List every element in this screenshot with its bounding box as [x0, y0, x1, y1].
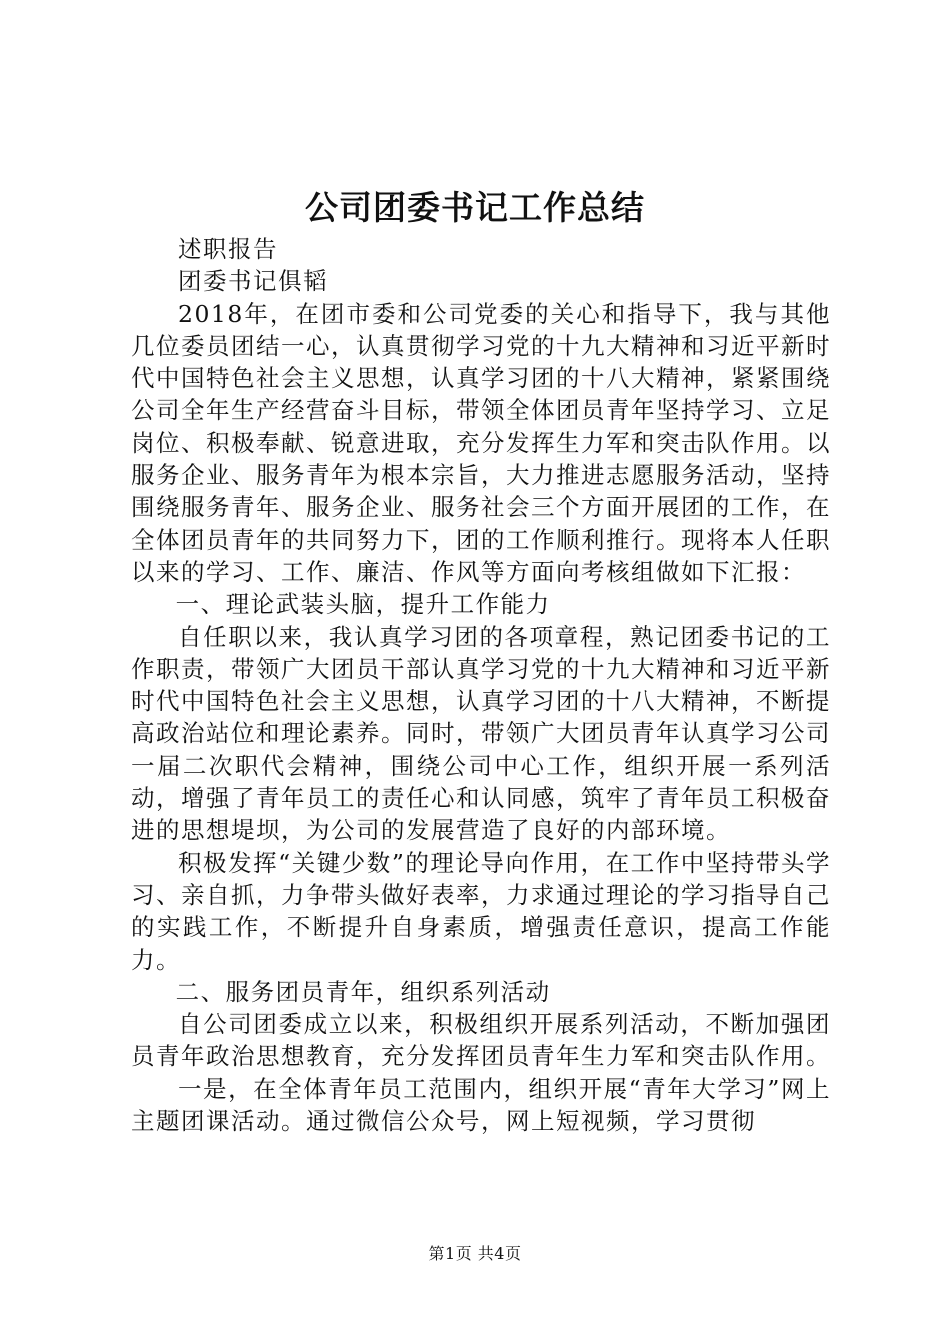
page-number-footer: 第1页 共4页 — [428, 1244, 522, 1263]
paragraph-section-2-b: 一是，在全体青年员工范围内，组织开展“青年大学习”网上主题团课活动。通过微信公众号，网上短视频，学习贯彻 — [131, 1074, 831, 1136]
paragraph-section-2-a: 自公司团委成立以来，积极组织开展系列活动，不断加强团员青年政治思想教育，充分发挥团员青年生力军和突击队作用。 — [131, 1010, 831, 1071]
paragraph-section-1-b: 积极发挥“关键少数”的理论导向作用，在工作中坚持带头学习、亲自抓，力争带头做好表率，力求通过理论的学习指导自己的实践工作，不断提升自身素质，增强责任意识，提高工作能力。 — [131, 848, 831, 974]
section-heading-1: 一、理论武装头脑，提升工作能力 — [175, 590, 551, 619]
paragraph-author: 团委书记俱韬 — [178, 267, 328, 296]
paragraph-section-1-a: 自任职以来，我认真学习团的各项章程，熟记团委书记的工作职责，带领广大团员干部认真学习党的十九大精神和习近平新时代中国特色社会主义思想，认真学习团的十八大精神，不断提高政治站位和理论素养。同时，带领广大团员青年认真学习公司一届二次职代会精神，围绕公司中心工作，组织开展一系列活动，增强了青年员工的责任心和认同感，筑牢了青年员工积极奋进的思想堤坝，为公司的发展营造了良好的内部环境。 — [131, 622, 831, 845]
document-title: 公司团委书记工作总结 — [305, 188, 645, 227]
paragraph-intro: 2018年，在团市委和公司党委的关心和指导下，我与其他几位委员团结一心，认真贯彻学习党的十九大精神和习近平新时代中国特色社会主义思想，认真学习团的十八大精神，紧紧围绕公司全年生产经营奋斗目标，带领全体团员青年坚持学习、立足岗位、积极奉献、锐意进取，充分发挥生力军和突击队作用。以服务企业、服务青年为根本宗旨，大力推进志愿服务活动，坚持围绕服务青年、服务企业、服务社会三个方面开展团的工作，在全体团员青年的共同努力下，团的工作顺利推行。现将本人任职以来的学习、工作、廉洁、作风等方面向考核组做如下汇报： — [131, 299, 831, 586]
paragraph-report-type: 述职报告 — [178, 235, 278, 263]
document-body — [131, 233, 831, 1137]
section-heading-2: 二、服务团员青年，组织系列活动 — [175, 977, 551, 1006]
